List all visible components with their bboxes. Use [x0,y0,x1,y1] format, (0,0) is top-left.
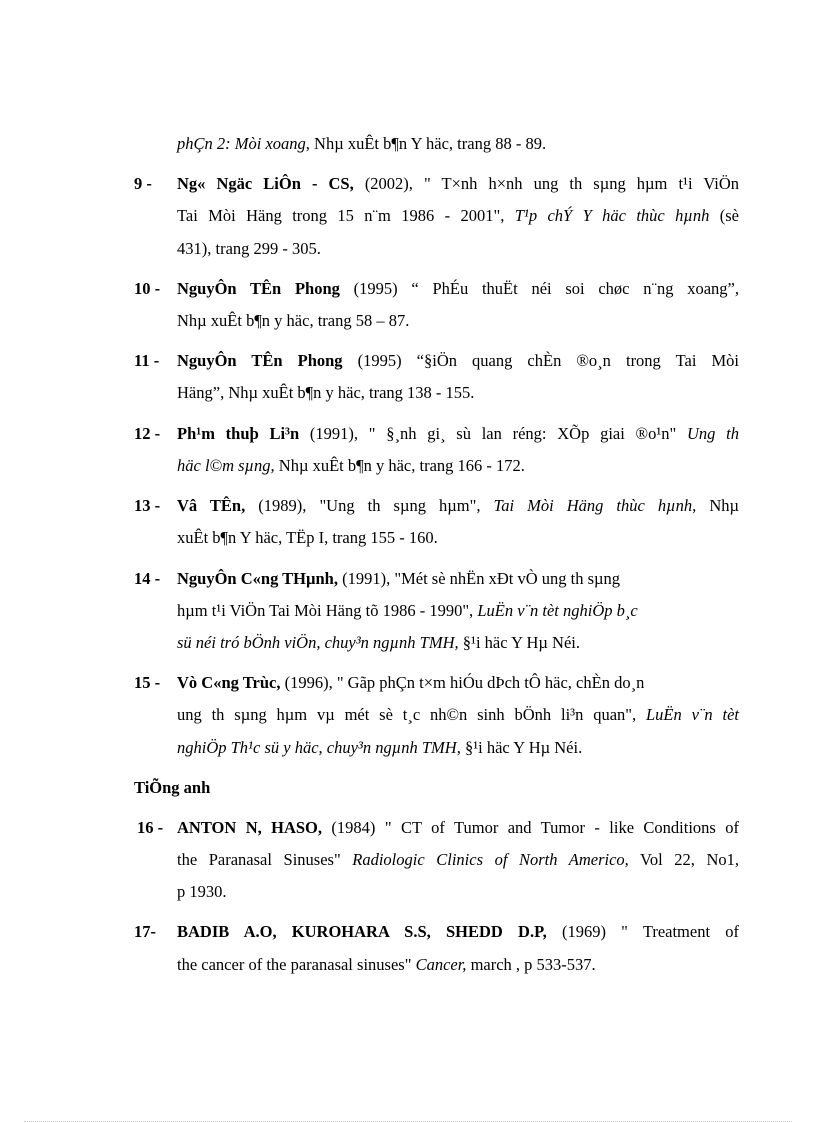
reference-text: hµm t¹i ViÖn Tai Mòi Häng tõ 1986 - 1990", [177,601,478,620]
reference-text: (2002), " T×nh h×nh ung th sµng hµm t¹i ViÖn [353,174,740,193]
reference-author: NguyÔn C«ng THµnh, [177,569,338,588]
reference-author: NguyÔn TÊn Phong [177,351,343,370]
reference-text: (1991), "Mét sè nhËn xÐt vÒ ung th sµng [337,569,621,588]
reference-13-line-1 [177,496,739,516]
reference-17-line-1 [177,922,739,942]
reference-text: (1989), "Ung th sµng hµm", [245,496,494,515]
reference-title: T¹p chÝ Y häc thùc hµnh [514,206,710,225]
reference-11-line-2: Häng”, Nhµ xuÊt b¶n y häc, trang 138 - 155. [177,383,475,402]
section-heading: TiÕng anh [134,778,211,797]
reference-12-number: 12 - [134,424,161,443]
reference-text: Nhµ [696,496,739,515]
reference-10-line-1 [177,279,739,299]
reference-16-line-3: p 1930. [177,882,227,901]
reference-text: Nhµ xuÊt b¶n y häc, trang 166 - 172. [274,456,525,475]
reference-14-number: 14 - [134,569,161,588]
reference-title: phÇn 2: Mòi xoang [177,134,306,153]
reference-13-number: 13 - [134,496,161,515]
reference-title: häc l©m sµng, [177,456,275,475]
reference-14-line-3 [177,633,580,653]
reference-14-line-1 [177,569,620,589]
reference-author: NguyÔn TÊn Phong [177,279,340,298]
reference-text: Vol 22, No1, [628,850,739,869]
reference-author: Ng« Ngäc LiÔn - CS, [177,174,354,193]
reference-text: (1995) “§iÖn quang chÈn ®o¸n trong Tai Mòi [342,351,739,370]
reference-14-line-2 [177,601,638,621]
reference-17-number: 17- [134,922,156,941]
reference-text: ung th sµng hµm vµ mét sè t¸c nh©n sinh bÖnh li³n quan", [177,705,646,724]
reference-text: march , p 533-537. [466,955,596,974]
reference-text: , Nhµ xuÊt b¶n Y häc, trang 88 - 89. [305,134,547,153]
reference-author: ANTON N, HASO, [177,818,323,837]
reference-9-line-1 [177,174,739,194]
reference-text: (1969) " Treatment of [546,922,739,941]
reference-9-number: 9 - [134,174,152,193]
reference-11-line-1 [177,351,739,371]
reference-text: (sè [709,206,740,225]
reference-title: LuËn v¨n tèt nghiÖp b¸c [477,601,638,620]
reference-title: Cancer, [415,955,467,974]
reference-title: LuËn v¨n tèt [645,705,739,724]
reference-title: Tai Mòi Häng thùc hµnh, [493,496,697,515]
reference-text: (1996), " Gãp phÇn t×m hiÓu dÞch tÔ häc, chÈn do¸n [280,673,645,692]
reference-text: the Paranasal Sinuses" [177,850,353,869]
reference-text: Tai Mòi Häng trong 15 n¨m 1986 - 2001", [177,206,515,225]
reference-12-line-1 [177,424,739,444]
reference-author: Vò C«ng Trùc, [177,673,281,692]
reference-text: (1984) " CT of Tumor and Tumor - like Conditions of [322,818,739,837]
reference-15-line-2 [177,705,739,725]
reference-15-line-3 [177,738,582,758]
reference-author: Ph¹m thuþ Li³n [177,424,300,443]
reference-16-number: 16 - [137,818,164,837]
reference-author: Vâ TÊn, [177,496,246,515]
reference-title: sü néi tró bÖnh viÖn, chuy³n ngµnh TMH, [177,633,459,652]
reference-10-number: 10 - [134,279,161,298]
reference-9-line-3: 431), trang 299 - 305. [177,239,321,258]
reference-title: nghiÖp Th¹c sü y häc, chuy³n ngµnh TMH, [177,738,461,757]
reference-16-line-1 [177,818,739,838]
reference-11-number: 11 - [134,351,160,370]
reference-text: §¹i häc Y Hµ Néi. [458,633,581,652]
reference-author: BADIB A.O, KUROHARA S.S, SHEDD D.P, [177,922,547,941]
reference-title: Radiologic Clinics of North Americo, [352,850,629,869]
reference-17-line-2 [177,955,596,975]
reference-title: Ung th [687,424,740,443]
reference-text: the cancer of the paranasal sinuses" [177,955,416,974]
reference-15-line-1 [177,673,644,693]
reference-15-number: 15 - [134,673,161,692]
reference-13-line-2: xuÊt b¶n Y häc, TËp I, trang 155 - 160. [177,528,438,547]
reference-text: (1991), " §¸nh gi¸ sù lan réng: XÕp giai ®o¹n" [299,424,688,443]
reference-8-continuation [177,134,546,154]
reference-12-line-2 [177,456,525,476]
reference-text: §¹i häc Y Hµ Néi. [460,738,583,757]
reference-10-line-2: Nhµ xuÊt b¶n y häc, trang 58 – 87. [177,311,410,330]
reference-9-line-2 [177,206,739,226]
reference-text: (1995) “ PhÉu thuËt néi soi chøc n¨ng xoang”, [339,279,739,298]
page-bottom-divider [24,1121,792,1122]
reference-16-line-2 [177,850,739,870]
